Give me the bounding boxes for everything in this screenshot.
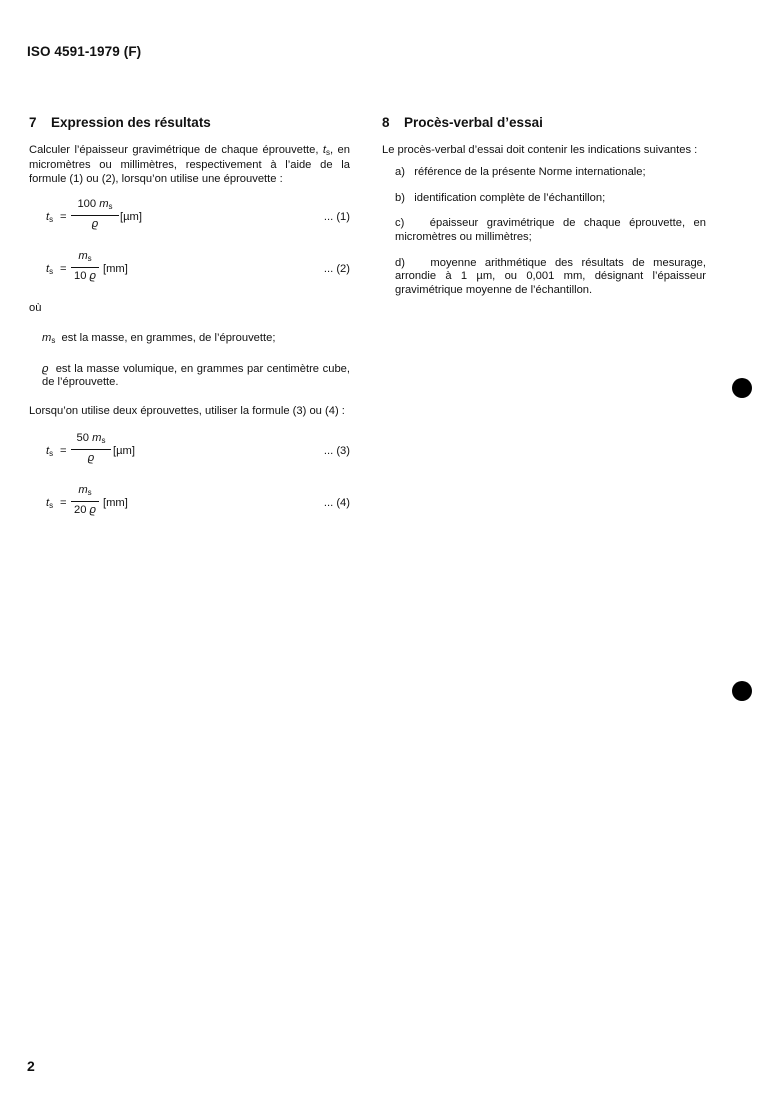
formula-4-lhs: $t_s$ — [46, 497, 54, 511]
formula-1 — [29, 198, 350, 238]
page-number: 2 — [27, 1058, 35, 1074]
section-8-number: 8 — [382, 115, 390, 130]
definition-rho: ϱ est la masse volumique, en grammes par centimètre cube, de l’éprouvette. — [42, 362, 350, 389]
formula-4-fraction — [71, 484, 99, 517]
formula-1-number: ... (1) — [323, 211, 350, 224]
formula-1-denominator: ϱ — [91, 217, 99, 230]
two-specimens-text: Lorsqu’on utilise deux éprouvettes, utiliser la formule (3) ou (4) : — [29, 404, 345, 417]
formula-3-eq: = — [60, 445, 67, 458]
report-item-b: b) identification complète de l’échantillon; — [395, 191, 606, 204]
intro-part-b: , en micromètres ou millimètres, respectivement à l’aide de la formule (1) ou (2), lorsqu’on utilise une éprouvette : — [29, 143, 350, 185]
formula-2-unit: [mm] — [103, 263, 128, 276]
definition-m: $m_s$ est la masse, en grammes, de l’éprouvette; — [42, 331, 276, 345]
formula-3-numerator: 50 $m_s$ — [76, 432, 106, 446]
section-8-intro: Le procès-verbal d’essai doit contenir les indications suivantes : — [382, 143, 698, 156]
formula-1-unit: [µm] — [120, 211, 142, 224]
formula-2-denominator: 10 ϱ — [73, 269, 97, 282]
section-7-number: 7 — [29, 115, 37, 130]
binding-hole-marker — [732, 681, 752, 701]
intro-part-a: Calculer l’épaisseur gravimétrique de chaque éprouvette, — [29, 143, 323, 156]
formula-3 — [29, 432, 350, 472]
formula-4-number: ... (4) — [323, 497, 350, 510]
where-label: où — [29, 302, 42, 315]
formula-2-lhs: $t_s$ — [46, 263, 54, 277]
formula-1-numerator: 100 $m_s$ — [77, 198, 113, 212]
formula-2-numerator: $m_s$ — [78, 250, 92, 264]
left-column — [29, 116, 350, 536]
formula-4-denominator: 20 ϱ — [73, 503, 97, 516]
formula-3-number: ... (3) — [323, 445, 350, 458]
section-7-heading: Expression des résultats — [51, 115, 211, 130]
ts-var: $t_s$ — [322, 143, 331, 157]
right-column — [382, 116, 706, 309]
formula-4-eq: = — [60, 497, 67, 510]
formula-1-eq: = — [60, 211, 67, 224]
formula-2-number: ... (2) — [323, 263, 350, 276]
formula-3-denominator: ϱ — [87, 451, 95, 464]
report-item-d: d) moyenne arithmétique des résultats de mesurage, arrondie à 1 µm, ou 0,001 mm, désignant l’épaisseur gravimétrique moyenne de l’échantillon. — [395, 256, 707, 296]
formula-3-fraction — [71, 432, 111, 465]
formula-2 — [29, 250, 350, 290]
section-7-title — [29, 116, 350, 130]
section-8-title — [382, 116, 706, 130]
formula-3-unit: [µm] — [113, 445, 135, 458]
formula-4 — [29, 484, 350, 524]
section-8-heading: Procès-verbal d’essai — [404, 115, 543, 130]
formula-1-fraction — [71, 198, 119, 231]
formula-4-numerator: $m_s$ — [78, 484, 92, 498]
binding-hole-marker — [732, 378, 752, 398]
formula-2-eq: = — [60, 263, 67, 276]
formula-4-unit: [mm] — [103, 497, 128, 510]
report-item-a: a) référence de la présente Norme internationale; — [395, 166, 646, 179]
section-7-intro — [29, 144, 350, 187]
page-header: ISO 4591-1979 (F) — [27, 44, 142, 59]
formula-1-lhs: $t_s$ — [46, 211, 54, 225]
formula-2-fraction — [71, 250, 99, 283]
formula-3-lhs: $t_s$ — [46, 445, 54, 459]
report-item-c: c) épaisseur gravimétrique de chaque éprouvette, en micromètres ou millimètres; — [395, 217, 706, 243]
